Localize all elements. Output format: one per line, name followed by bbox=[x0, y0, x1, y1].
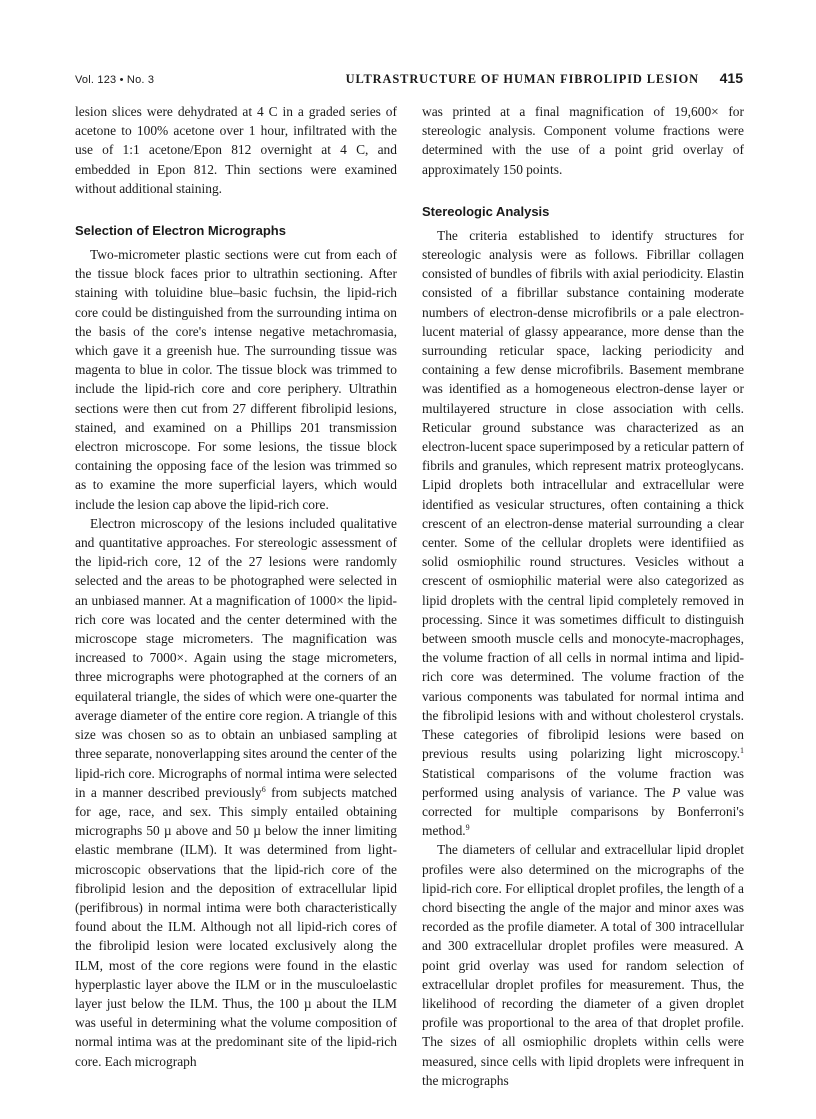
running-title: ULTRASTRUCTURE OF HUMAN FIBROLIPID LESION bbox=[345, 72, 699, 86]
left-column bbox=[75, 102, 397, 1071]
paragraph: Electron microscopy of the lesions included qualitative and quantitative approaches. For stereologic assessment of the lipid-rich core, 12 of the 27 lesions were randomly selected and the areas to be photographed were selected in an unbiased manner. At a magnification of 1000× the lipid-rich core was located and the center determined with the microscope stage micrometers. The magnification was increased to 7000×. Again using the stage micrometers, three micrographs were photographed at the corners of an equilateral triangle, the sides of which were one-quarter the average diameter of the entire core region. A triangle of this size was chosen so as to obtain an unbiased sampling at three separate, nonoverlapping sites around the center of the lipid-rich core. Micrographs of normal intima were selected in a manner described previously$^6$ from subjects matched for age, race, and sex. This simply entailed obtaining micrographs 50 µ above and 50 µ below the inner limiting elastic membrane (ILM). It was determined from light-microscopic observations that the lipid-rich core of the fibrolipid lesion and the deposition of extracellular lipid (perifibrous) in normal intima were both characteristically found about the ILM. Although not all lipid-rich cores of the fibrolipid lesion were located exclusively along the ILM, most of the core regions were found in the elastic hyperplastic layer above the ILM or in the musculoelastic layer just below the ILM. Thus, the 100 µ about the ILM was useful in determining what the volume composition of normal intima was at the predominant site of the lipid-rich core. Each micrograph bbox=[75, 515, 398, 1069]
paragraph: was printed at a final magnification of 19,600× for stereologic analysis. Component volume fractions were determined with the use of a point grid overlay of approximately 150 points. bbox=[422, 104, 744, 177]
paragraph: The diameters of cellular and extracellular lipid droplet profiles were also determined on the micrographs of the lipid-rich core. For elliptical droplet profiles, the length of a chord bisecting the angle of the major and minor axes was recorded as the profile diameter. A total of 300 intracellular and 300 extracellular droplet profiles were measured. A point grid overlay was used for random selection of extracellular droplet profiles for measurement. Thus, the likelihood of recording the diameter of a given droplet profile was proportional to the area of that droplet profile. The sizes of all osmiophilic droplets within cells were measured, since cells with lipid droplets were infrequent in the micrographs bbox=[422, 842, 744, 1088]
page-number: 415 bbox=[719, 70, 743, 86]
section-heading-stereologic: Stereologic Analysis bbox=[422, 203, 550, 219]
running-header bbox=[75, 70, 743, 90]
citation-ref: 1 bbox=[740, 746, 744, 756]
paragraph: lesion slices were dehydrated at 4 C in a graded series of acetone to 100% acetone over 1 hour, infiltrated with the use of 1:1 acetone/Epon 812 overnight at 4 C, and embedded in Epon 812. Thin sections were examined without additional staining. bbox=[75, 104, 397, 196]
paragraph: Two-micrometer plastic sections were cut from each of the tissue block faces prior to ultrathin sectioning. After staining with toluidine blue–basic fuchsin, the lipid-rich core could be distinguished from the surrounding intima on the basis of the core's intense negative metachromasia, which gave it a greenish hue. The surrounding tissue was magenta to blue in color. The tissue block was trimmed to include the lipid-rich core and core periphery. Ultrathin sections were then cut from 27 different fibrolipid lesions, stained, and examined on a Phillips 201 transmission electron microscope. For some lesions, the tissue block containing the opposing face of the lesion was trimmed so as to examine the more superficial layers, which would include the lesion cap above the lipid-rich core. bbox=[75, 247, 397, 512]
section-heading-selection: Selection of Electron Micrographs bbox=[75, 223, 286, 239]
right-column bbox=[422, 102, 744, 1090]
citation-ref: 9 bbox=[465, 823, 470, 833]
paragraph: The criteria established to identify structures for stereologic analysis were as follows. Fibrillar collagen consisted of bundles of fibrils with axial periodicity. Elastin consisted of a fibrillar substance containing moderate numbers of electron-dense microfibrils or a pale electron-lucent material of glassy appearance, more dense than the surrounding reticular space, lacking periodicity and containing a few dense microfibrils. Basement membrane was identified as a homogeneous electron-dense layer or multilayered structure in close association with cells. Reticular ground substance was characterized as an electron-lucent space superimposed by a reticular pattern of fibrils and granules, which represent matrix proteoglycans. Lipid droplets both intracellular and extracellular were identified as vesicular structures, often containing a thick crescent of an electron-dense material surrounding a clear center. Some of the cellular droplets were identifiied as solid osmiophilic round structures. Vesicles without a crescent of osmiophilic material were also categorized as lipid droplets with the central lipid completely removed in processing. Since it was sometimes difficult to distinguish between smooth muscle cells and monocyte-macrophages, the volume fraction of all cells in normal intima and lipid-rich core was determined. The volume fraction of the various components was tabulated for normal intima and the fibrolipid lesions with and without cholesterol crystals. These categories of fibrolipid lesions were based on previous results using polarizing light microscopy.$^1$ Statistical comparisons of the volume fraction was performed using analysis of variance. The P value was corrected for multiple comparisons by Bonferroni's method.$^9$ bbox=[422, 227, 744, 839]
citation-ref: 6 bbox=[261, 784, 266, 794]
volume-issue: Vol. 123 • No. 3 bbox=[75, 74, 155, 86]
